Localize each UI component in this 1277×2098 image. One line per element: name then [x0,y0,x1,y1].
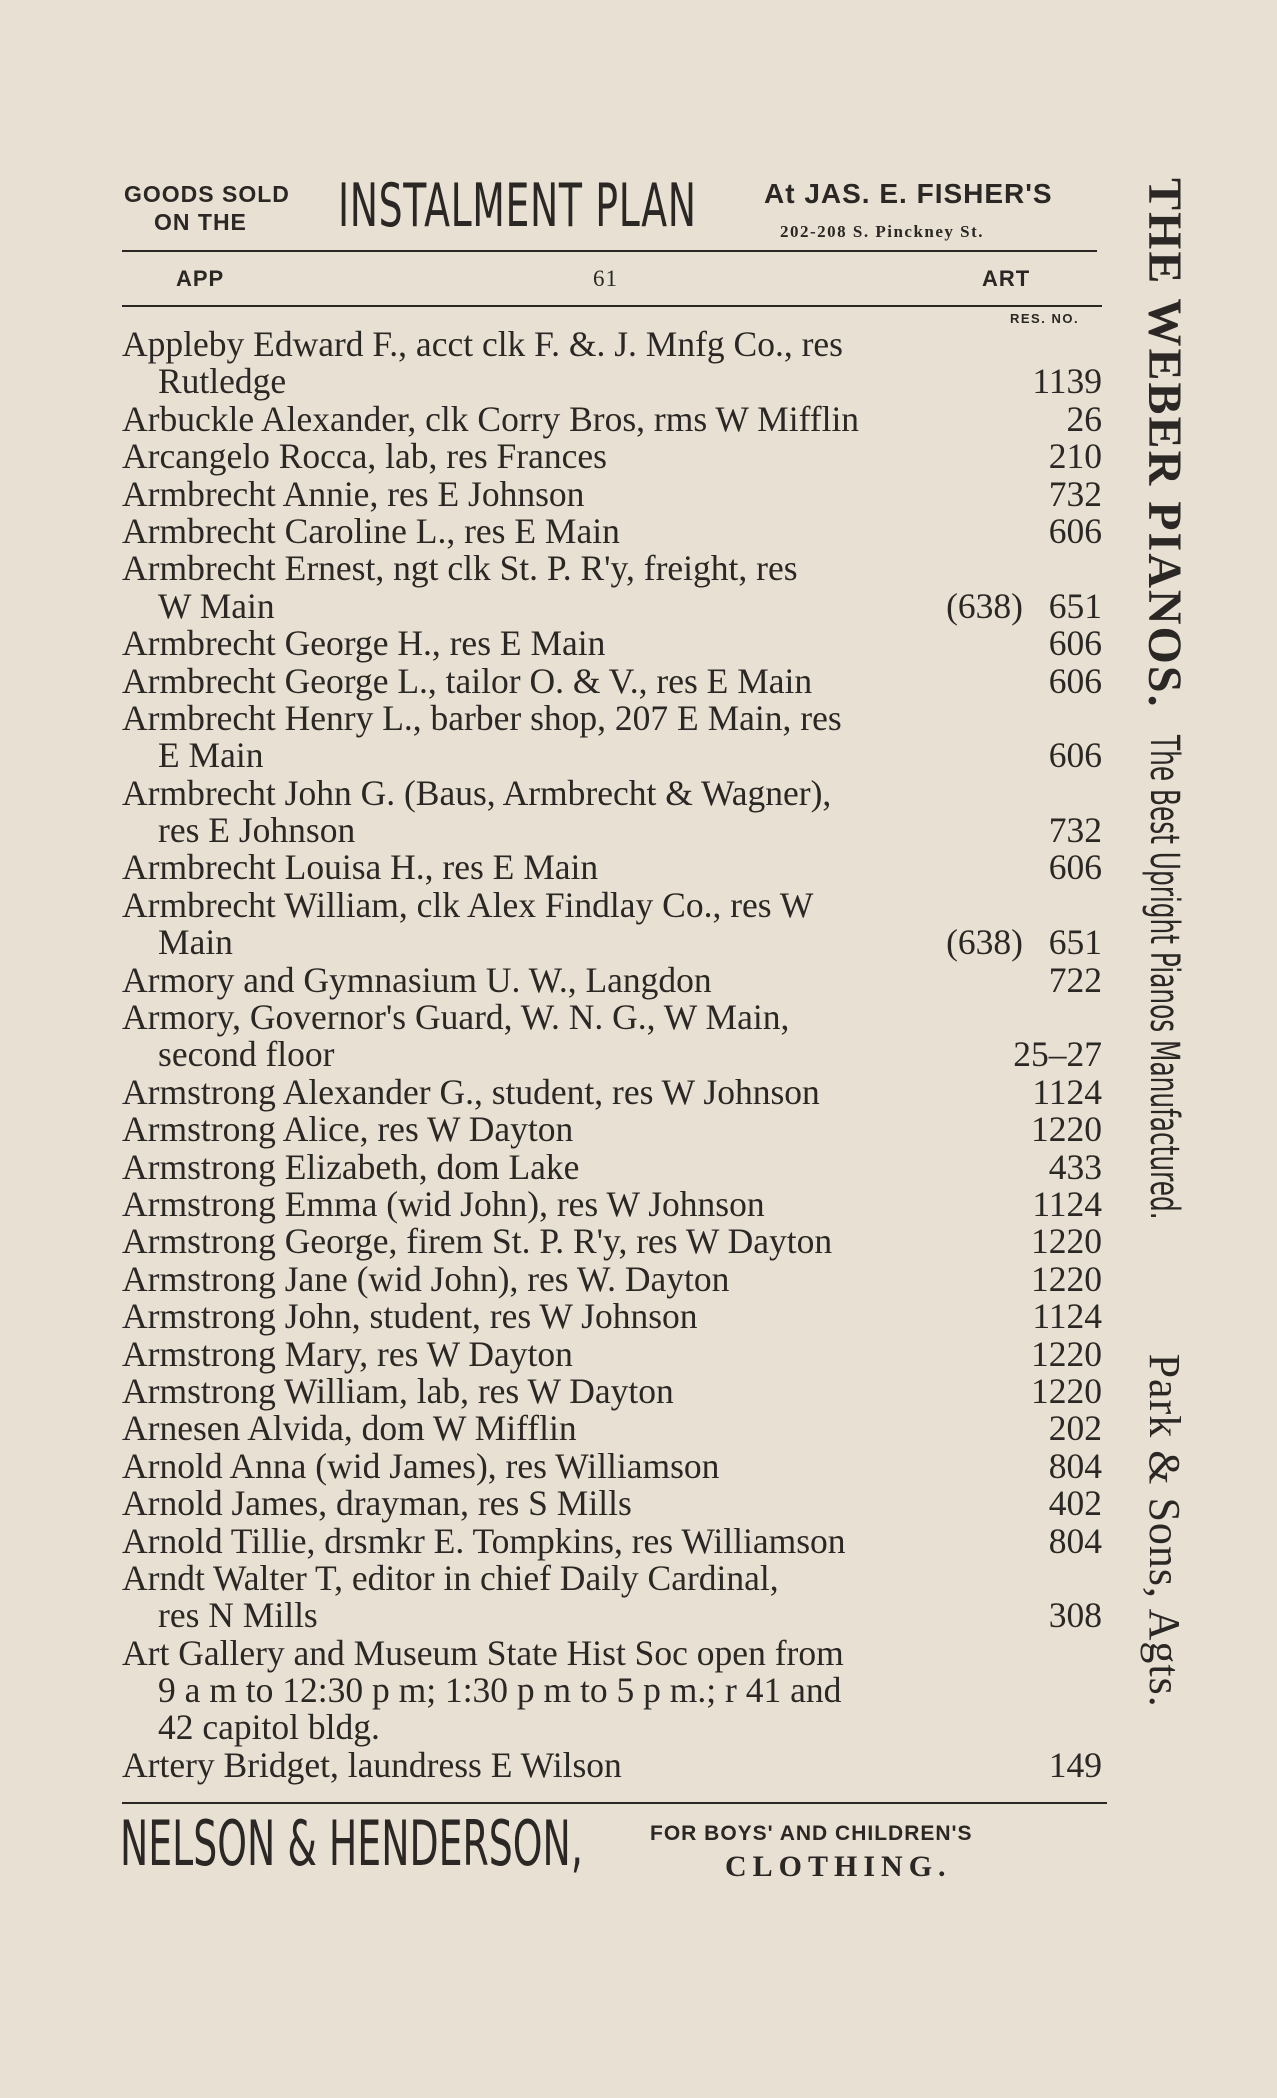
directory-entry [122,326,1102,401]
fisher-address: 202-208 S. Pinckney St. [780,222,985,241]
running-head-rule [122,305,1102,307]
directory-entry [122,398,1102,439]
entry-name: Armstrong Elizabeth, dom Lake [122,1146,580,1187]
directory-entry [122,438,1102,475]
entry-line [122,1111,1102,1148]
entry-res-number: 308 [1048,1595,1102,1636]
entry-res-number: 1124 [1032,1296,1102,1337]
entry-phone-note: (638) [946,922,1023,963]
entry-res-number: 1220 [1031,1370,1102,1411]
entry-line [122,1146,1102,1187]
weber-pianos-margin-advert [1120,178,1192,1858]
directory-entry [122,1258,1102,1299]
directory-entry [122,660,1102,701]
entry-continuation-line [122,363,1102,400]
entry-res-number: 804 [1048,1445,1102,1486]
entry-name: Armbrecht William, clk Alex Findlay Co., res W [122,884,814,925]
entry-line [122,1370,1102,1411]
entry-name: Armbrecht Louisa H., res E Main [122,847,599,888]
entry-res-number: 606 [1048,735,1102,776]
directory-entry [122,1146,1102,1187]
boys-childrens-label: FOR BOYS' AND CHILDREN'S [650,1822,973,1845]
entry-name: Armbrecht Henry L., barber shop, 207 E Main, res [122,697,842,738]
entry-line [122,1410,1102,1447]
entry-line [122,1258,1102,1299]
entry-line [122,326,1102,363]
directory-entry [122,510,1102,551]
entry-res-number: 651 [1048,922,1102,963]
directory-entry [122,1370,1102,1411]
directory-entry [122,1557,1102,1636]
entry-line [122,473,1102,514]
entry-continuation-line [122,1597,1102,1634]
entry-continuation-line [122,1709,1102,1746]
entry-line [122,884,1102,925]
entry-res-number: 651 [1048,585,1102,626]
entry-line [122,1485,1102,1522]
entry-name: Arnold Anna (wid James), res Williamson [122,1445,720,1486]
entry-line [122,1071,1102,1112]
header-rule [122,250,1097,252]
entry-name: Arnold James, drayman, res S Mills [122,1483,632,1524]
entry-line [122,1520,1102,1561]
entry-res-number: 202 [1048,1408,1102,1449]
clothing-label: CLOTHING. [725,1850,952,1883]
entry-continuation: Rutledge [158,361,287,402]
entry-continuation: res E Johnson [158,810,356,851]
entry-name: Armstrong Alice, res W Dayton [122,1109,574,1150]
entry-continuation-line [122,737,1102,774]
entry-continuation-line [122,1672,1102,1709]
directory-entry [122,959,1102,1000]
entry-name: Armstrong John, student, res W Johnson [122,1296,698,1337]
entry-res-number: 1124 [1032,1071,1102,1112]
entry-res-number: 1124 [1032,1183,1102,1224]
entry-line [122,1298,1102,1335]
entry-res-number: 149 [1048,1744,1102,1785]
directory-entry [122,1410,1102,1447]
entry-res-number: 606 [1048,510,1102,551]
entry-name: Armstrong Emma (wid John), res W Johnson [122,1183,765,1224]
entry-continuation: second floor [158,1034,335,1075]
best-upright-pianos-tagline: The Best Upright Pianos Manufactured. [1141,734,1188,1220]
directory-listing [122,326,1102,1784]
entry-name: Art Gallery and Museum State Hist Soc open from [122,1632,844,1673]
entry-continuation: W Main [158,585,275,626]
entry-line [122,550,1102,587]
entry-line [122,849,1102,886]
entry-continuation: res N Mills [158,1595,318,1636]
page-number: 61 [593,266,618,291]
entry-name: Armbrecht George L., tailor O. & V., res E Main [122,660,813,701]
entry-res-number: 26 [1066,398,1102,439]
directory-entry [122,550,1102,625]
entry-name: Armbrecht John G. (Baus, Armbrecht & Wagner), [122,772,832,813]
entry-res-number: 732 [1048,473,1102,514]
entry-res-number: 433 [1048,1146,1102,1187]
entry-continuation-line [122,585,1102,626]
entry-line [122,1744,1102,1785]
entry-res-number: 1220 [1031,1109,1102,1150]
directory-entry [122,1744,1102,1785]
entry-res-number: 722 [1048,959,1102,1000]
instalment-plan-advert [120,172,1100,248]
entry-line [122,1223,1102,1260]
directory-entry [122,1223,1102,1260]
entry-line [122,772,1102,813]
directory-entry [122,1183,1102,1224]
weber-pianos-title: THE WEBER PIANOS. [1138,178,1191,709]
entry-line [122,999,1102,1036]
entry-res-number: 804 [1048,1520,1102,1561]
entry-continuation-line [122,1036,1102,1073]
entry-line [122,1333,1102,1374]
running-head [120,262,1100,296]
entry-name: Armbrecht Caroline L., res E Main [122,510,620,551]
directory-entry [122,697,1102,776]
directory-entry [122,884,1102,963]
entry-name: Artery Bridget, laundress E Wilson [122,1744,622,1785]
entry-name: Armstrong Alexander G., student, res W Johnson [122,1071,820,1112]
running-head-right: ART [982,266,1031,291]
entry-name: Armstrong Jane (wid John), res W. Dayton [122,1258,730,1299]
directory-entry [122,1071,1102,1112]
entry-res-number: 1220 [1031,1221,1102,1262]
entry-line [122,1557,1102,1598]
entry-continuation: 42 capitol bldg. [158,1707,380,1748]
entry-continuation: Main [158,922,233,963]
directory-entry [122,625,1102,662]
park-sons-agents: Park & Sons, Agts. [1140,1353,1189,1708]
directory-entry [122,1485,1102,1522]
entry-name: Armstrong William, lab, res W Dayton [122,1370,674,1411]
nelson-henderson-name: NELSON & HENDERSON, [120,1807,583,1880]
directory-entry [122,1632,1102,1748]
entry-res-number: 1139 [1032,361,1102,402]
entry-continuation-line [122,812,1102,849]
entry-name: Armstrong Mary, res W Dayton [122,1333,573,1374]
entry-line [122,697,1102,738]
entry-line [122,1632,1102,1673]
entry-res-number: 606 [1048,847,1102,888]
directory-entry [122,1445,1102,1486]
directory-entry [122,849,1102,886]
directory-entry [122,772,1102,851]
directory-entry [122,1298,1102,1335]
entry-name: Armory and Gymnasium U. W., Langdon [122,959,712,1000]
entry-name: Arbuckle Alexander, clk Corry Bros, rms W Mifflin [122,398,860,439]
entry-line [122,438,1102,475]
entry-res-number: 25–27 [1013,1034,1102,1075]
entry-line [122,398,1102,439]
entry-name: Appleby Edward F., acct clk F. &. J. Mnfg Co., res [122,324,843,364]
directory-entry [122,999,1102,1074]
entry-name: Arnold Tillie, drsmkr E. Tompkins, res Williamson [122,1520,846,1561]
entry-line [122,625,1102,662]
entry-continuation: E Main [158,735,264,776]
entry-name: Arcangelo Rocca, lab, res Frances [122,436,607,477]
fisher-name: At JAS. E. FISHER'S [764,178,1053,209]
entry-line [122,1445,1102,1486]
entry-line [122,1183,1102,1224]
entry-res-number: 1220 [1031,1333,1102,1374]
nelson-henderson-advert [120,1804,1110,1894]
entry-res-number: 402 [1048,1483,1102,1524]
directory-entry [122,473,1102,514]
entry-res-number: 732 [1048,810,1102,851]
entry-name: Armbrecht Annie, res E Johnson [122,473,585,514]
entry-continuation-line [122,924,1102,961]
directory-entry [122,1520,1102,1561]
entry-res-number: 606 [1048,660,1102,701]
entry-res-number: 1220 [1031,1258,1102,1299]
entry-name: Armory, Governor's Guard, W. N. G., W Main, [122,997,790,1038]
goods-sold-label: GOODS SOLD ON THE [124,181,290,235]
entry-phone-note: (638) [946,585,1023,626]
entry-continuation: 9 a m to 12:30 p m; 1:30 p m to 5 p m.; r 41 and [158,1670,842,1711]
entry-name: Arnesen Alvida, dom W Mifflin [122,1408,577,1449]
res-no-label: RES. NO. [1010,311,1080,326]
directory-entry [122,1111,1102,1148]
running-head-left: APP [176,266,225,291]
entry-res-number: 606 [1048,623,1102,664]
entry-name: Arndt Walter T, editor in chief Daily Cardinal, [122,1557,779,1598]
instalment-plan-title: INSTALMENT PLAN [338,171,697,241]
entry-line [122,510,1102,551]
directory-entry [122,1333,1102,1374]
entry-name: Armstrong George, firem St. P. R'y, res W Dayton [122,1221,833,1262]
entry-name: Armbrecht Ernest, ngt clk St. P. R'y, freight, res [122,548,798,589]
entry-line [122,959,1102,1000]
entry-name: Armbrecht George H., res E Main [122,623,606,664]
entry-line [122,660,1102,701]
entry-res-number: 210 [1048,436,1102,477]
